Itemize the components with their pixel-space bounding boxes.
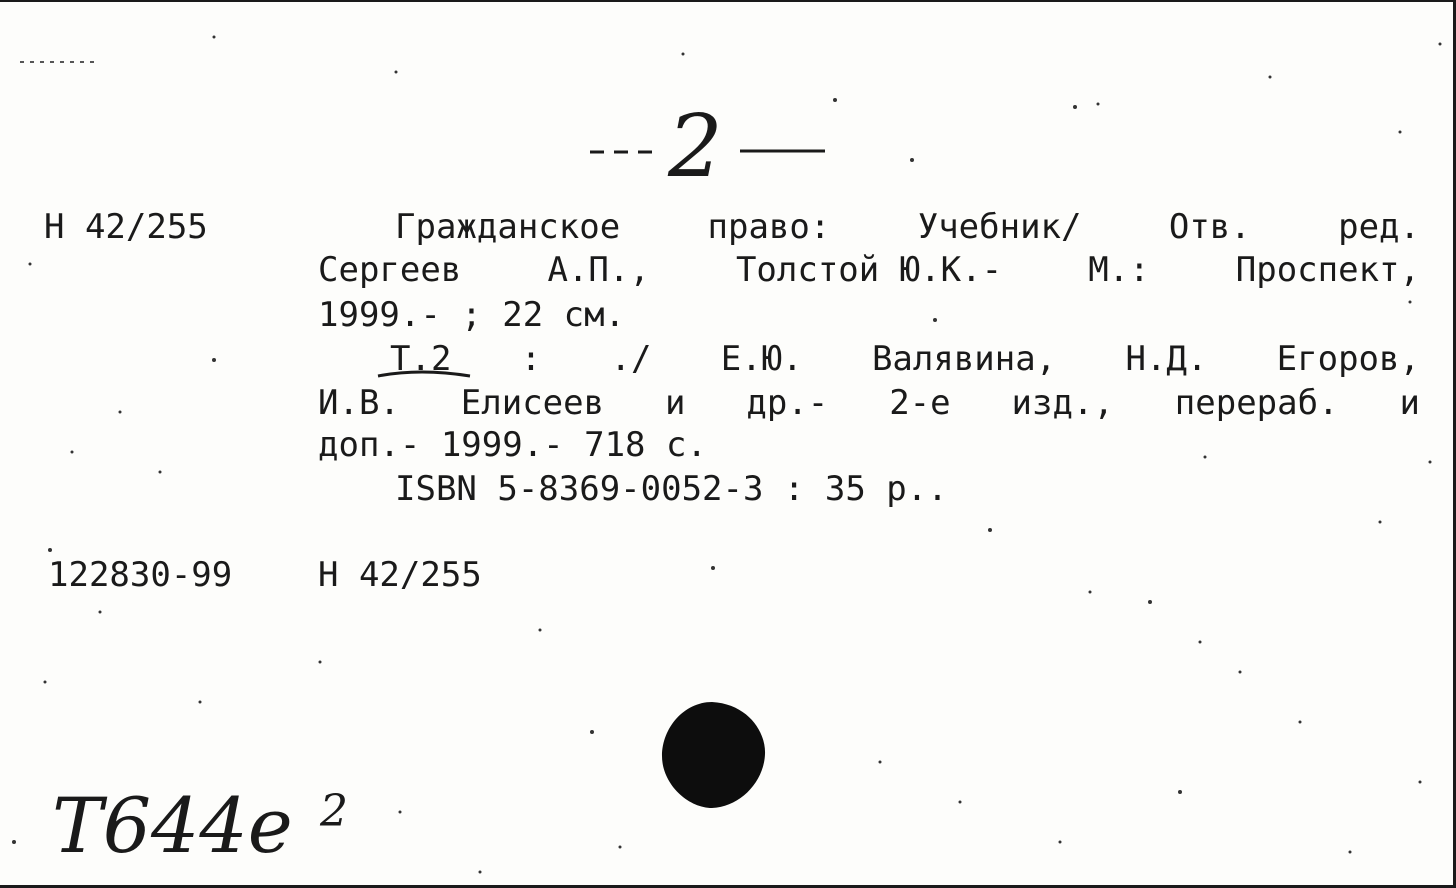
entry-word: Валявина, (871, 339, 1057, 379)
entry-line-3: 1999.- ; 22 см. (318, 295, 626, 335)
entry-word: Проспект, (1235, 250, 1420, 290)
entry-line-2 (318, 249, 1420, 291)
entry-word: Елисеев (460, 383, 605, 423)
isbn-line: ISBN 5-8369-0052-3 : 35 р.. (395, 469, 948, 509)
entry-word: И.В. (318, 383, 400, 423)
entry-word: А.П., (547, 250, 650, 290)
accession-shelf-mark: Н 42/255 (318, 555, 482, 595)
entry-word: 2-е (889, 383, 951, 423)
volume-label: Т.2 (390, 339, 452, 379)
entry-word: Егоров, (1276, 339, 1420, 379)
entry-line-1 (395, 206, 1420, 248)
entry-word: ./ (610, 339, 652, 379)
handwritten-superscript: 2 (320, 786, 348, 837)
entry-word: Н.Д. (1125, 339, 1208, 379)
page-mark: 2 (668, 97, 723, 197)
entry-line-6: доп.- 1999.- 718 с. (318, 425, 707, 465)
entry-word: др.- (746, 383, 829, 423)
entry-word: право: (707, 207, 831, 247)
entry-word: Гражданское (395, 207, 621, 247)
entry-word: перераб. (1174, 383, 1339, 423)
hole-punch (662, 702, 765, 808)
entry-line-5 (318, 382, 1420, 424)
entry-word: Е.Ю. (720, 339, 803, 379)
entry-word: : (520, 339, 542, 379)
handwritten-code: Т644е (52, 781, 293, 870)
accession-number: 122830-99 (48, 555, 233, 595)
entry-word: Сергеев (318, 250, 462, 290)
entry-word: Учебник/ (917, 207, 1082, 247)
shelf-mark: Н 42/255 (44, 207, 208, 247)
entry-word: изд., (1011, 383, 1114, 423)
entry-word: и (665, 383, 686, 423)
scan-specks (12, 36, 1442, 874)
entry-word: Отв. (1168, 207, 1251, 247)
entry-word: и (1399, 383, 1420, 423)
entry-word: ред. (1338, 207, 1420, 247)
entry-word: Толстой Ю.К.- (735, 250, 1003, 290)
entry-line-4 (390, 338, 1420, 380)
entry-word: М.: (1088, 250, 1150, 290)
card-scan-overlay (0, 2, 1456, 888)
